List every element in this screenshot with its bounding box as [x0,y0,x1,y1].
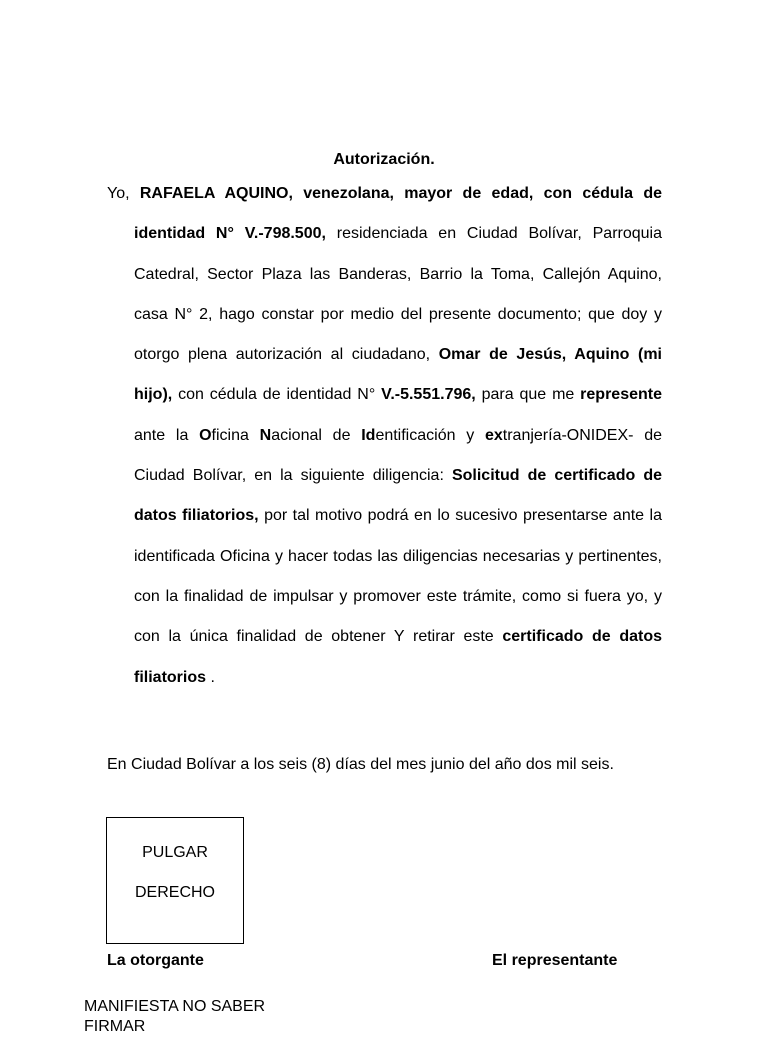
cannot-sign-note: MANIFIESTA NO SABER FIRMAR [84,998,266,1035]
body-text-8: entificación y [375,426,485,444]
acronym-letter-o: O [199,426,212,444]
body-text-5: ante la [134,426,200,444]
request-description: Solicitud de certificado de datos filiatorios, [134,467,663,525]
grantor-signature-label: La otorgante [107,952,204,969]
acronym-letters-id: Id [361,426,376,444]
body-text-9: tranjería-ONIDEX- de Ciudad Bolívar, en la siguiente diligencia: [134,426,663,485]
thumbprint-label-2: DERECHO [134,884,215,901]
grantor-name-id: RAFAELA AQUINO, venezolana, mayor de edad, con cédula de identidad N° V.-798.500, [134,185,662,243]
thumbprint-box [106,817,244,944]
representative-signature-label: El representante [492,952,618,969]
body-text-1: Yo, [107,185,140,202]
representative-name: Omar de Jesús, Aquino (mi hijo), [134,346,662,404]
body-text-6: ficina [211,426,260,444]
authorization-paragraph [107,174,662,698]
acronym-letters-ex: ex [484,426,503,444]
body-text-7: acional de [271,426,362,444]
date-line: En Ciudad Bolívar a los seis (8) días del mes junio del año dos mil seis. [107,756,614,773]
document-title: Autorización. [333,151,435,168]
representative-id: V.-5.551.796, [381,386,476,404]
body-text-4: para que me [475,386,581,404]
acronym-letter-n: N [259,426,272,444]
body-text-11: . [206,668,215,686]
represent-word: represente [580,386,662,404]
certificate-name: certificado de datos filiatorios [134,628,662,686]
body-text-3: con cédula de identidad N° [172,386,382,404]
body-text-2: residenciada en Ciudad Bolívar, Parroquia Catedral, Sector Plaza las Banderas, Barrio la Toma, Callejón Aquino, casa N° 2, hago constar por medio del presente documento; que doy y otorgo plena autorización al ciudadano, [134,225,662,364]
body-text-10: por tal motivo podrá en lo sucesivo presentarse ante la identificada Oficina y hacer todas las diligencias necesarias y pertinentes, con la finalidad de impulsar y promover este trámite, como si fuera yo, y con la única finalidad de obtener Y retirar este [134,507,663,646]
thumbprint-label-1: PULGAR [142,844,208,861]
